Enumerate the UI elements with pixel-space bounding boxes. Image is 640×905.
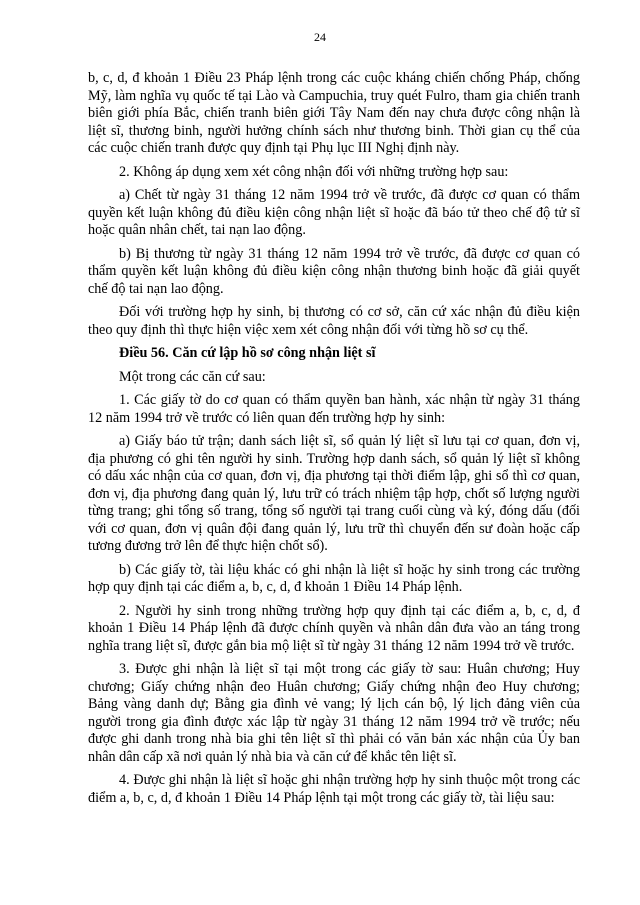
paragraph-note: Đối với trường hợp hy sinh, bị thương có cơ sở, căn cứ xác nhận đủ điều kiện theo quy định thì thực hiện việc xem xét công nhận đối với từng hồ sơ cụ thể. bbox=[88, 304, 580, 338]
document-body bbox=[88, 70, 580, 813]
paragraph-clause-1b: b) Các giấy tờ, tài liệu khác có ghi nhận là liệt sĩ hoặc hy sinh trong các trường hợp quy định tại các điểm a, b, c, d, đ khoản 1 Điều 14 Pháp lệnh. bbox=[88, 561, 580, 595]
paragraph-clause-2a: a) Chết từ ngày 31 tháng 12 năm 1994 trở về trước, đã được cơ quan có thẩm quyền kết luận không đủ điều kiện công nhận liệt sĩ hoặc đã báo tử theo chế độ tử sĩ hoặc quân nhân chết, tai nạn lao động. bbox=[88, 187, 580, 238]
paragraph-clause-2b: b) Bị thương từ ngày 31 tháng 12 năm 1994 trở về trước, đã được cơ quan có thẩm quyền kết luận không đủ điều kiện công nhận thương binh hoặc đã giải quyết chế độ tai nạn lao động. bbox=[88, 245, 580, 297]
paragraph-clause-3: 3. Được ghi nhận là liệt sĩ tại một trong các giấy tờ sau: Huân chương; Huy chương; Giấy chứng nhận đeo Huân chương; Giấy chứng nhận đeo Huy chương; Bảng vàng danh dự; Bằng gia đình vẻ vang; lý lịch cán bộ, lý lịch đảng viên của người trong gia đình được xác lập từ ngày 31 tháng 12 năm 1994 trở về trước; nếu được ghi danh trong nhà bia ghi tên liệt sĩ thì phải có văn bản xác nhận của Ủy ban nhân dân cấp xã nơi quản lý nhà bia và căn cứ để khắc tên liệt sĩ. bbox=[88, 661, 580, 765]
paragraph-clause-2-article56: 2. Người hy sinh trong những trường hợp quy định tại các điểm a, b, c, d, đ khoản 1 Điều 14 Pháp lệnh đã được chính quyền và nhân dân đưa vào an táng trong nghĩa trang liệt sĩ, được gắn bia mộ liệt sĩ từ ngày 31 tháng 12 năm 1994 trở về trước. bbox=[88, 602, 580, 654]
paragraph-continuation: b, c, d, đ khoản 1 Điều 23 Pháp lệnh trong các cuộc kháng chiến chống Pháp, chống Mỹ, làm nghĩa vụ quốc tế tại Lào và Campuchia, truy quét Fulro, tham gia chiến tranh biên giới phía Bắc, chiến tranh biên giới Tây Nam đến nay chưa được công nhận là liệt sĩ, thương binh, người hưởng chính sách như thương binh. Thời gian cụ thể của các cuộc chiến tranh được quy định tại Phụ lục III Nghị định này. bbox=[88, 70, 580, 156]
paragraph-clause-1a: a) Giấy báo tử trận; danh sách liệt sĩ, sổ quản lý liệt sĩ lưu tại cơ quan, đơn vị, địa phương có ghi tên người hy sinh. Trường hợp danh sách, sổ quản lý liệt sĩ không có dấu xác nhận của cơ quan, đơn vị, địa phương tại thời điểm lập, ghi sổ thì cơ quan, đơn vị, địa phương đang quản lý, lưu trữ có trách nhiệm tập hợp, chốt số lượng người từng trang; ghi tổng số trang, tổng số người tại trang cuối cùng và ký, đóng dấu (đối với cơ quan, đơn vị quân đội đang quản lý, lưu trữ thì chuyển đến sư đoàn hoặc cấp tương đương trở lên để thực hiện chốt sổ). bbox=[88, 433, 580, 554]
article-heading: Điều 56. Căn cứ lập hồ sơ công nhận liệt sĩ bbox=[119, 345, 376, 361]
paragraph-clause-1: 1. Các giấy tờ do cơ quan có thẩm quyền ban hành, xác nhận từ ngày 31 tháng 12 năm 1994 trở về trước có liên quan đến trường hợp hy sinh: bbox=[88, 392, 580, 426]
paragraph-intro: Một trong các căn cứ sau: bbox=[119, 368, 266, 385]
paragraph-clause-4: 4. Được ghi nhận là liệt sĩ hoặc ghi nhận trường hợp hy sinh thuộc một trong các điểm a, b, c, d, đ khoản 1 Điều 14 Pháp lệnh tại một trong các giấy tờ, tài liệu sau: bbox=[88, 772, 580, 806]
page-number: 24 bbox=[314, 30, 326, 44]
paragraph-clause-2: 2. Không áp dụng xem xét công nhận đối với những trường hợp sau: bbox=[119, 163, 509, 180]
